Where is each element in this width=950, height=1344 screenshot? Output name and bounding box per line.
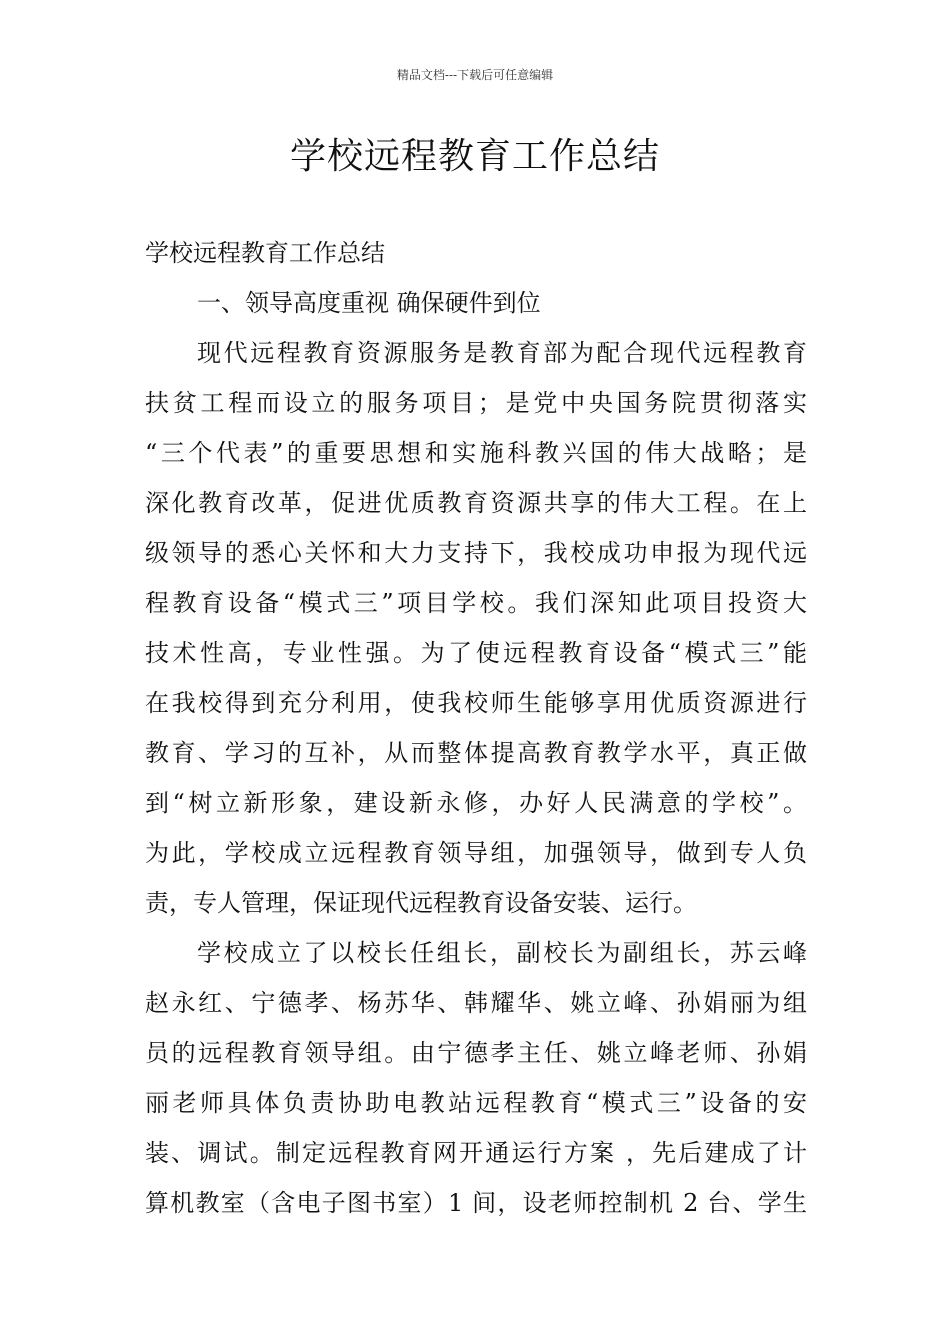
paragraph-line: “三个代表”的重要思想和实施科教兴国的伟大战略；是 (145, 439, 807, 467)
paragraph-line: 在我校得到充分利用，使我校师生能够享用优质资源进行 (145, 689, 807, 717)
document-body (145, 228, 807, 1228)
paragraph-line: 现代远程教育资源服务是教育部为配合现代远程教育 (197, 339, 807, 367)
paragraph-line: 教育、学习的互补，从而整体提高教育教学水平，真正做 (145, 739, 807, 767)
document-title: 学校远程教育工作总结 (289, 136, 660, 177)
paragraph-line: 赵永红、宁德孝、杨苏华、韩耀华、姚立峰、孙娟丽为组 (145, 989, 807, 1017)
paragraph-line: 算机教室（含电子图书室）1 间，设老师控制机 2 台、学生 (145, 1189, 807, 1217)
paragraph-line: 装、调试。制定远程教育网开通运行方案 ，先后建成了计 (145, 1139, 807, 1167)
paragraph-line: 技术性高，专业性强。为了使远程教育设备“模式三”能 (145, 639, 807, 667)
paragraph-line: 深化教育改革，促进优质教育资源共享的伟大工程。在上 (145, 489, 807, 517)
paragraph-line: 员的远程教育领导组。由宁德孝主任、姚立峰老师、孙娟 (145, 1039, 807, 1067)
paragraph-line: 丽老师具体负责协助电教站远程教育“模式三”设备的安 (145, 1089, 807, 1117)
paragraph-line: 责，专人管理，保证现代远程教育设备安装、运行。 (145, 889, 697, 917)
page-header-note: 精品文档---下载后可任意编辑 (396, 68, 554, 82)
paragraph-line: 扶贫工程而设立的服务项目；是党中央国务院贯彻落实 (145, 389, 807, 417)
paragraph-line: 程教育设备“模式三”项目学校。我们深知此项目投资大 (145, 589, 807, 617)
paragraph-line: 到“树立新形象，建设新永修，办好人民满意的学校”。 (145, 789, 807, 817)
paragraph-line: 学校成立了以校长任组长，副校长为副组长，苏云峰 (197, 939, 807, 967)
section-heading: 一、领导高度重视 确保硬件到位 (197, 289, 541, 317)
paragraph-line: 级领导的悉心关怀和大力支持下，我校成功申报为现代远 (145, 539, 807, 567)
paragraph-line: 为此，学校成立远程教育领导组，加强领导，做到专人负 (145, 839, 807, 867)
subtitle-line: 学校远程教育工作总结 (145, 239, 385, 267)
